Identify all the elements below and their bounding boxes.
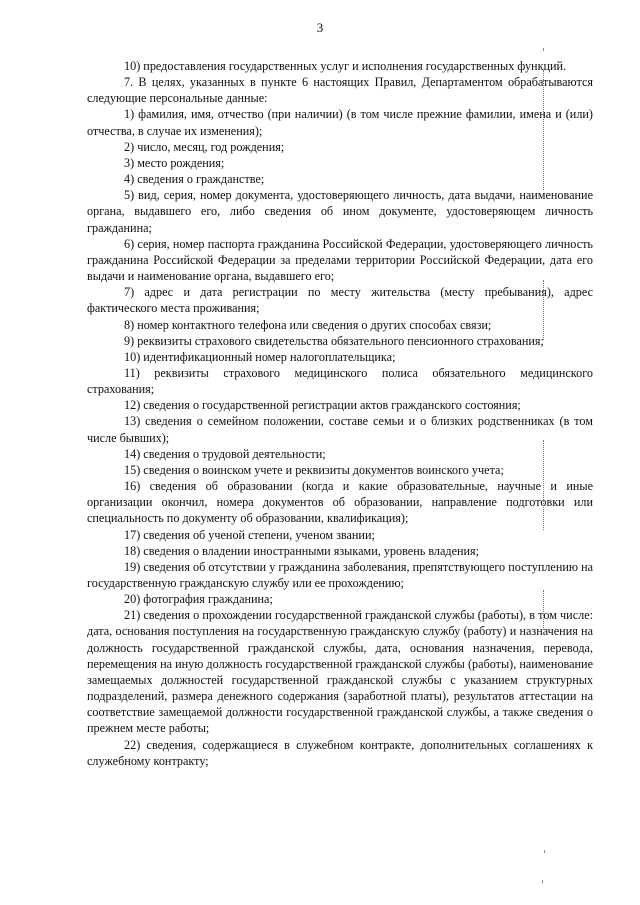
page-number: 3 [316,20,324,35]
paragraph-item-10-functions: 10) предоставления государственных услуг и исполнения государственных функций. [124,59,567,73]
list-item-10: 10) идентификационный номер налогоплательщика; [124,349,396,364]
list-item-16: 16) сведения об образовании (когда и какие образовательные, научные и иные организации окончил, номера документов об образовании, направление подготовки или специальность по документу об образовании, квалификация); [87,479,593,526]
scan-speck [542,880,543,883]
list-item-18: 18) сведения о владении иностранными языками, уровень владения; [124,543,480,558]
scan-speck [543,48,544,51]
list-item-4: 4) сведения о гражданстве; [124,172,265,187]
list-item-13: 13) сведения о семейном положении, составе семьи и о близких родственниках (в том числе бывших); [87,414,593,445]
list-item-9: 9) реквизиты страхового свидетельства обязательного пенсионного страхования; [124,333,544,348]
list-item-11: 11) реквизиты страхового медицинского полиса обязательного медицинского страхования; [87,365,593,397]
list-item-3: 3) место рождения; [124,155,225,170]
document-body [87,58,593,769]
list-item-20: 20) фотография гражданина; [124,592,273,607]
scan-fold-line [543,70,545,190]
list-item-7: 7) адрес и дата регистрации по месту жительства (месту пребывания), адрес фактического места проживания; [87,285,593,316]
list-item-5: 5) вид, серия, номер документа, удостоверяющего личность, дата выдачи, наименование органа, выдавшего его, либо сведения об ином документе, удостоверяющем личность гражданина; [87,188,593,235]
list-item-1: 1) фамилия, имя, отчество (при наличии) (в том числе прежние фамилии, имена и (или) отчества, в случае их изменения); [87,107,593,138]
scan-speck [544,850,545,853]
list-item-15: 15) сведения о воинском учете и реквизиты документов воинского учета; [124,462,504,477]
list-item-6: 6) серия, номер паспорта гражданина Российской Федерации, удостоверяющего личность гражданина Российской Федерации за пределами территории Российской Федерации, дата его выдачи и наименование органа, выдавшего его; [87,236,593,284]
list-item-22: 22) сведения, содержащиеся в служебном контракте, дополнительных соглашениях к служебному контракту; [87,737,593,768]
list-item-14: 14) сведения о трудовой деятельности; [124,446,326,461]
list-item-8: 8) номер контактного телефона или сведения о других способах связи; [124,317,492,332]
paragraph-clause-7: 7. В целях, указанных в пункте 6 настоящих Правил, Департаментом обрабатываются следующие персональные данные: [87,75,593,106]
list-item-19: 19) сведения об отсутствии у гражданина заболевания, препятствующего поступлению на государственную гражданскую службу или ее прохождению; [87,559,593,590]
list-item-2: 2) число, месяц, год рождения; [124,139,285,154]
list-item-12: 12) сведения о государственной регистрации актов гражданского состояния; [124,398,521,413]
scan-fold-line [543,280,545,340]
list-item-17: 17) сведения об ученой степени, ученом звании; [124,527,375,542]
list-item-21: 21) сведения о прохождении государственной гражданской службы (работы), в том числе: дата, основания поступления на государственную гражданскую службу (работу) и назначения на должность государственной гражданской службы, дата, основания назначения, перевода, перемещения на иную должность государственной гражданской службы (работы), наименование замещаемых должностей государственной гражданской службы с указанием структурных подразделений, размера денежного содержания (заработной платы), результатов аттестации на соответствие замещаемой должности государственной гражданской службы, а также сведения о прежнем месте работы; [87,608,593,736]
scan-fold-line [543,440,545,530]
scan-fold-line [543,590,545,630]
